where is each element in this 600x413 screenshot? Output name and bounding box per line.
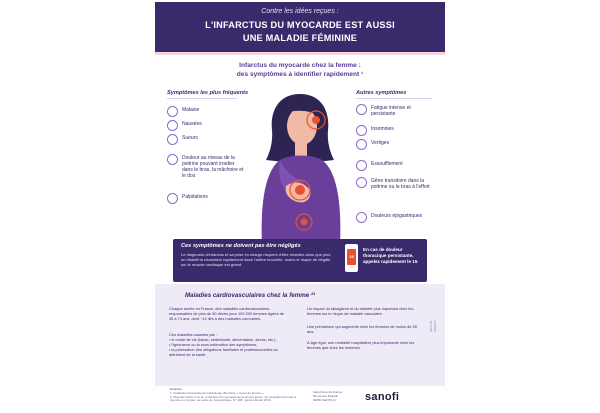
banner-pretitle: Contre les idées reçues :: [261, 8, 339, 15]
frequent-symptoms-heading: Symptômes les plus fréquents: [167, 90, 249, 96]
address-block: [313, 391, 342, 402]
symptom-douleurs-epigastriques: [356, 212, 436, 226]
causes-intro: Ces maladies causées par :: [169, 332, 218, 337]
other-symptoms-heading: Autres symptômes: [356, 90, 407, 96]
title-banner: [155, 2, 445, 52]
heartbeat-icon: [167, 193, 178, 204]
other-heading-rule: [356, 98, 432, 99]
neck-shape: [295, 142, 307, 156]
sweat-drops-icon: [167, 134, 178, 145]
symptom-nausees: [167, 120, 247, 130]
address-line: 94250 GENTILLY: [313, 397, 337, 402]
symptom-label: Vertiges: [371, 140, 390, 146]
symptom-sueurs: [167, 134, 247, 144]
woman-illustration: [240, 90, 360, 245]
causes-list: [169, 332, 289, 357]
symptom-label: Sueurs: [182, 135, 198, 141]
sources-title: Sources: [170, 387, 182, 391]
banner-title-line2: UNE MALADIE FÉMININE: [242, 33, 358, 43]
symptom-label: Malaise: [182, 107, 200, 113]
banner-accent-strip: [155, 52, 445, 55]
call-15-message: [363, 247, 425, 264]
cause-item: • la priorisation des obligations familiales et professionnelles au détriment de la santé.: [169, 347, 278, 357]
pain-radiation-icon: [167, 154, 178, 165]
alert-text: Le diagnostic d'infarctus et sa prise en charge risquent d'être retardés alors que plus on rétablit la circulation rapidement dans l'artère bouchée, moins le risque de dégâts sur le muscle cardiaque est grand.: [181, 252, 331, 268]
prevalence-paragraph: Une prévalence qui augmente chez les femmes de moins de 55 ans.: [307, 324, 417, 334]
subtitle: [155, 62, 445, 79]
sources-block: [170, 388, 300, 403]
mortality-paragraph: À âge égal, une mortalité hospitalière plus importante chez les femmes que chez les hommes.: [307, 340, 415, 350]
call-line1: En cas de douleur: [363, 247, 403, 252]
symptom-label: Nausées: [182, 121, 202, 127]
call-line2: thoracique persistante,: [363, 252, 414, 258]
symptom-label: Essoufflement: [371, 161, 403, 167]
alert-box: [173, 239, 427, 282]
footer: [155, 386, 445, 411]
symptom-label: Gêne transitoire dans la poitrine ou le bras à l'effort: [371, 178, 430, 190]
address-line: Sanofi Aventis France: [313, 390, 343, 394]
symptom-insomnies: [356, 125, 436, 135]
phone-number: 15: [349, 254, 354, 259]
tobacco-paragraph: Un impact du tabagisme et du diabète plus important chez les femmes sur le risque de maladie vasculaire.: [307, 306, 414, 316]
symptom-label: Douleur au niveau de la poitrine pouvant irradier dans le bras, la mâchoire et le dos: [182, 155, 244, 179]
nausea-face-icon: [167, 120, 178, 131]
phone-icon: [345, 244, 358, 272]
symptom-label: Fatigue intense et persistante: [371, 105, 411, 117]
symptom-label: Palpitations: [182, 194, 208, 200]
symptom-essoufflement: [356, 160, 436, 170]
frequent-heading-rule: [167, 98, 237, 99]
symptom-malaise: [167, 106, 247, 116]
stomach-pain-dot-icon: [301, 219, 308, 226]
tired-face-icon: [167, 106, 178, 117]
cardiovascular-section: [155, 284, 445, 386]
symptom-palpitations: [167, 193, 247, 203]
call-line3: appelez rapidement le 15: [363, 258, 418, 264]
sanofi-logo: sanofi: [365, 391, 400, 403]
cardiovascular-heading: Maladies cardiovasculaires chez la femme ²³: [185, 292, 315, 299]
banner-title-line1: L'INFARCTUS DU MYOCARDE EST AUSSI: [205, 20, 395, 30]
symptom-fatigue: [356, 104, 436, 120]
symptom-label: Douleurs épigastriques: [371, 213, 423, 219]
cause-item: • l'ignorance ou la sous-estimation des symptômes,: [169, 342, 258, 347]
symptom-gene-transitoire: [356, 177, 436, 197]
symptom-vertiges: [356, 139, 436, 149]
subtitle-line1: Infarctus du myocarde chez la femme :: [239, 62, 361, 69]
source-item: 1. Fédération Française de Cardiologie. Brochure « Cœur de femme ».: [170, 390, 265, 395]
symptom-label: Insomnies: [371, 126, 394, 132]
address-line: 82 avenue Raspail: [313, 393, 338, 398]
cause-item: • le mode de vie (tabac, sédentarité, alimentation, stress, etc.),: [169, 337, 277, 342]
poster: [155, 2, 445, 411]
chest-pain-dot-icon: [295, 185, 305, 195]
symptom-douleur-poitrine: [167, 154, 247, 186]
reference-code: MAT-FR-2202227: [429, 320, 437, 332]
alert-heading: Ces symptômes ne doivent pas être négligés: [181, 243, 301, 249]
source-item: 2. Mounier-Vehier C et al. L'infarctus du myocarde de la femme jeune : de nouvelles données à prendre en compte. La Lettre du Gynécologue. N° 408 - janvier-février 2016.: [170, 394, 297, 403]
subtitle-line2: des symptômes à identifier rapidement ¹: [236, 70, 364, 78]
head-pain-dot-icon: [312, 116, 320, 124]
stat-paragraph: Chaque année en France, des maladies cardiovasculaires responsables de plus de 50 décès pour 100 000 femmes âgées de 35 à 74 ans, dont ~12 liés à des maladies coronaires.: [169, 306, 285, 321]
